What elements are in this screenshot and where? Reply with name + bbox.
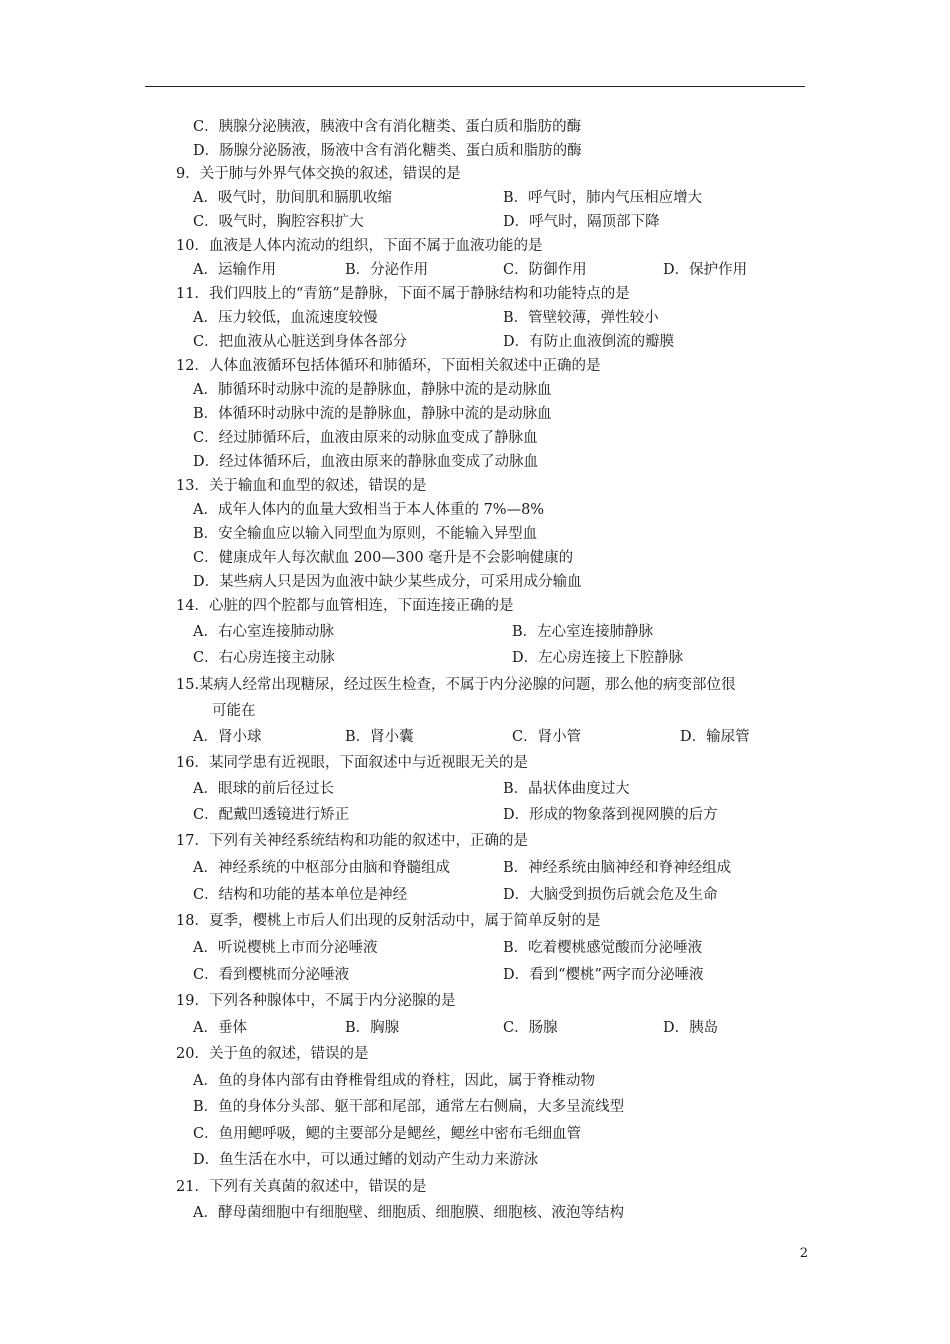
text-line: 21．下列有关真菌的叙述中，错误的是	[176, 1179, 427, 1195]
text-line: 17．下列有关神经系统结构和功能的叙述中，正确的是	[176, 833, 528, 849]
text-line: B．鱼的身体分头部、躯干部和尾部，通常左右侧扁，大多呈流线型	[193, 1099, 625, 1115]
text-line: D．有防止血液倒流的瓣膜	[503, 334, 675, 350]
text-line: A．酵母菌细胞中有细胞壁、细胞质、细胞膜、细胞核、液泡等结构	[193, 1205, 624, 1221]
text-line: 可能在	[212, 703, 256, 719]
text-line: C．右心房连接主动脉	[193, 650, 335, 666]
text-line: D．形成的物象落到视网膜的后方	[503, 807, 718, 823]
text-line: C．肾小管	[512, 729, 582, 745]
text-line: A．垂体	[193, 1020, 247, 1036]
text-line: A．神经系统的中枢部分由脑和脊髓组成	[193, 860, 450, 876]
text-line: A．压力较低，血流速度较慢	[193, 310, 378, 326]
text-line: 18．夏季，樱桃上市后人们出现的反射活动中，属于简单反射的是	[176, 913, 601, 929]
text-line: 13．关于输血和血型的叙述，错误的是	[176, 478, 427, 494]
text-line: D．输尿管	[680, 729, 750, 745]
text-line: A．运输作用	[193, 262, 276, 278]
header-rule	[145, 86, 805, 87]
text-line: B．左心室连接肺静脉	[512, 624, 654, 640]
text-line: D．呼气时，隔顶部下降	[503, 214, 660, 230]
text-line: C．结构和功能的基本单位是神经	[193, 887, 408, 903]
text-line: B．吃着樱桃感觉酸而分泌唾液	[503, 940, 703, 956]
text-line: 11．我们四肢上的“青筋”是静脉，下面不属于静脉结构和功能特点的是	[176, 286, 630, 302]
text-line: A．肾小球	[193, 729, 262, 745]
text-line: B．肾小囊	[345, 729, 414, 745]
text-line: B．胸腺	[345, 1020, 400, 1036]
text-line: 19．下列各种腺体中，不属于内分泌腺的是	[176, 993, 456, 1009]
text-line: B．神经系统由脑神经和脊神经组成	[503, 860, 732, 876]
text-line: B．体循环时动脉中流的是静脉血，静脉中流的是动脉血	[193, 406, 552, 422]
text-line: A．听说樱桃上市而分泌唾液	[193, 940, 378, 956]
text-line: B．安全输血应以输入同型血为原则，不能输入异型血	[193, 526, 538, 542]
text-line: D．鱼生活在水中，可以通过鳍的划动产生动力来游泳	[193, 1152, 539, 1168]
text-line: C．看到樱桃而分泌唾液	[193, 967, 350, 983]
text-line: B．晶状体曲度过大	[503, 781, 630, 797]
page-number: 2	[799, 1246, 808, 1261]
text-line: A．成年人体内的血量大致相当于本人体重的 7%—8%	[193, 502, 545, 518]
text-line: C．胰腺分泌胰液，胰液中含有消化糖类、蛋白质和脂肪的酶	[193, 119, 582, 135]
text-line: C．鱼用鳃呼吸，鳃的主要部分是鳃丝，鳃丝中密布毛细血管	[193, 1126, 582, 1142]
text-line: D．某些病人只是因为血液中缺少某些成分，可采用成分输血	[193, 574, 582, 590]
text-line: C．防御作用	[503, 262, 587, 278]
text-line: 9．关于肺与外界气体交换的叙述，错误的是	[176, 166, 461, 182]
text-line: D．保护作用	[663, 262, 748, 278]
text-line: C．配戴凹透镜进行矫正	[193, 807, 350, 823]
text-line: 15.某病人经常出现糖尿，经过医生检查，不属于内分泌腺的问题，那么他的病变部位很	[176, 677, 736, 693]
text-line: D．胰岛	[663, 1020, 719, 1036]
text-line: D．左心房连接上下腔静脉	[512, 650, 684, 666]
text-line: A．眼球的前后径过长	[193, 781, 334, 797]
text-line: B．呼气时，肺内气压相应增大	[503, 190, 703, 206]
text-line: A．吸气时，肋间肌和膈肌收缩	[193, 190, 392, 206]
text-line: D．看到“樱桃”两字而分泌唾液	[503, 967, 704, 983]
text-line: A．右心室连接肺动脉	[193, 624, 334, 640]
text-line: C．把血液从心脏送到身体各部分	[193, 334, 408, 350]
text-line: C．吸气时，胸腔容积扩大	[193, 214, 364, 230]
text-line: C．健康成年人每次献血 200—300 毫升是不会影响健康的	[193, 550, 574, 566]
text-line: 12．人体血液循环包括体循环和肺循环，下面相关叙述中正确的是	[176, 358, 601, 374]
text-line: A．鱼的身体内部有由脊椎骨组成的脊柱，因此，属于脊椎动物	[193, 1073, 595, 1089]
text-line: D．肠腺分泌肠液，肠液中含有消化糖类、蛋白质和脂肪的酶	[193, 143, 582, 159]
text-line: C．肠腺	[503, 1020, 558, 1036]
text-line: D．经过体循环后，血液由原来的静脉血变成了动脉血	[193, 454, 539, 470]
text-line: 14．心脏的四个腔都与血管相连，下面连接正确的是	[176, 598, 514, 614]
text-line: C．经过肺循环后，血液由原来的动脉血变成了静脉血	[193, 430, 538, 446]
text-line: 10．血液是人体内流动的组织，下面不属于血液功能的是	[176, 238, 543, 254]
text-line: B．分泌作用	[345, 262, 429, 278]
text-line: B．管壁较薄，弹性较小	[503, 310, 659, 326]
text-line: D．大脑受到损伤后就会危及生命	[503, 887, 718, 903]
text-line: A．肺循环时动脉中流的是静脉血，静脉中流的是动脉血	[193, 382, 552, 398]
text-line: 20．关于鱼的叙述，错误的是	[176, 1046, 369, 1062]
text-line: 16．某同学患有近视眼，下面叙述中与近视眼无关的是	[176, 755, 528, 771]
